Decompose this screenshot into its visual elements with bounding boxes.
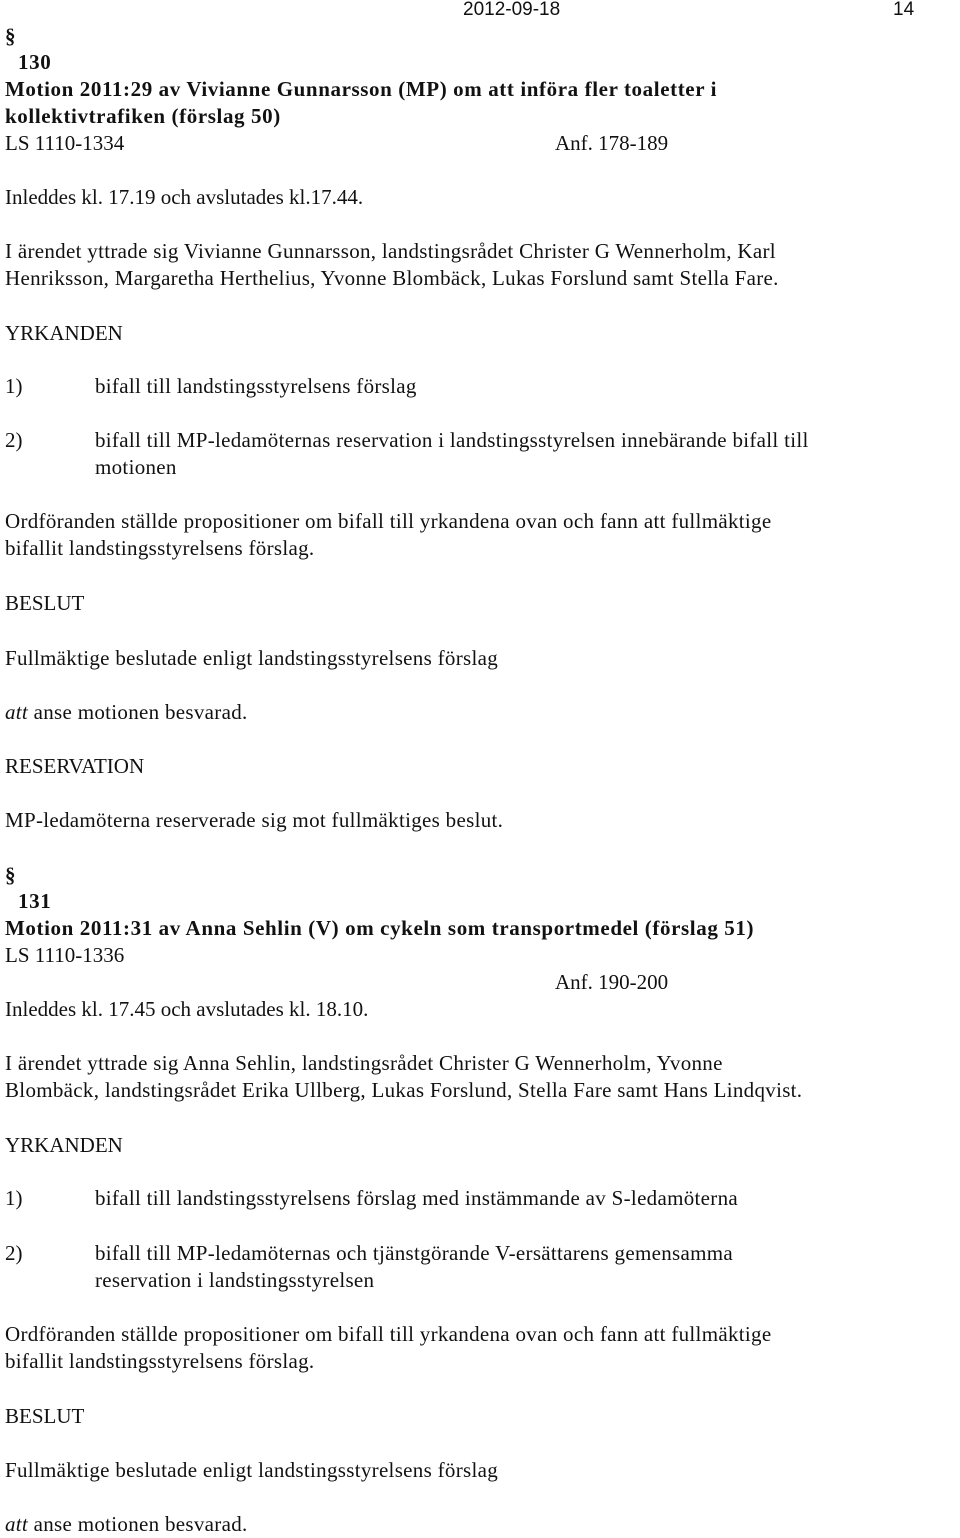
section-131-title-line1: Motion 2011:31 av Anna Sehlin (V) om cykeln som transportmedel (förslag 51) <box>5 916 755 940</box>
header-date: 2012-09-18 <box>463 0 561 20</box>
section-130-paragraph-mark: § <box>5 24 17 48</box>
section-131-proposition-line2: bifallit landstingsstyrelsens förslag. <box>5 1349 315 1373</box>
att-word: att <box>5 1512 29 1536</box>
section-131-yrkande2-line1: bifall till MP-ledamöternas och tjänstgörande V-ersättarens gemensamma <box>95 1241 733 1265</box>
att-text: anse motionen besvarad. <box>28 700 248 724</box>
section-131-beslut-text: Fullmäktige beslutade enligt landstingsstyrelsens förslag <box>5 1458 499 1482</box>
att-text: anse motionen besvarad. <box>28 1512 248 1536</box>
section-130-number: 130 <box>18 50 52 74</box>
section-130-time: Inleddes kl. 17.19 och avslutades kl.17.44. <box>5 185 364 209</box>
section-131-anf: Anf. 190-200 <box>555 970 669 994</box>
section-130-yrkande2-line2: motionen <box>95 455 177 479</box>
section-130-proposition-line2: bifallit landstingsstyrelsens förslag. <box>5 536 315 560</box>
section-130-att-clause <box>5 699 248 726</box>
header-page-number: 14 <box>893 0 915 20</box>
section-131-yrkande1-number: 1) <box>5 1186 23 1210</box>
section-130-yrkande1-number: 1) <box>5 374 23 398</box>
section-130-reservation-text: MP-ledamöterna reserverade sig mot fullmäktiges beslut. <box>5 808 504 832</box>
section-130-proposition-line1: Ordföranden ställde propositioner om bifall till yrkandena ovan och fann att fullmäktige <box>5 509 772 533</box>
section-131-time: Inleddes kl. 17.45 och avslutades kl. 18.10. <box>5 997 369 1021</box>
section-131-paragraph-mark: § <box>5 863 17 887</box>
section-131-yrkande2-number: 2) <box>5 1241 23 1265</box>
section-130-title-line2: kollektivtrafiken (förslag 50) <box>5 104 281 128</box>
section-130-yrkande2-line1: bifall till MP-ledamöternas reservation i landstingsstyrelsen innebärande bifall till <box>95 428 809 452</box>
section-131-yrkande1-text: bifall till landstingsstyrelsens förslag med instämmande av S-ledamöterna <box>95 1186 739 1210</box>
section-131-yrkande2-line2: reservation i landstingsstyrelsen <box>95 1268 375 1292</box>
section-130-beslut-heading: BESLUT <box>5 591 85 615</box>
section-130-ls-number: LS 1110-1334 <box>5 131 125 155</box>
section-130-yrkande1-text: bifall till landstingsstyrelsens förslag <box>95 374 417 398</box>
section-130-speakers-line1: I ärendet yttrade sig Vivianne Gunnarsson, landstingsrådet Christer G Wennerholm, Karl <box>5 239 776 263</box>
section-131-speakers-line2: Blombäck, landstingsrådet Erika Ullberg, Lukas Forslund, Stella Fare samt Hans Lindqvist. <box>5 1078 803 1102</box>
section-130-yrkande2-number: 2) <box>5 428 23 452</box>
section-130-anf: Anf. 178-189 <box>555 131 669 155</box>
section-131-proposition-line1: Ordföranden ställde propositioner om bifall till yrkandena ovan och fann att fullmäktige <box>5 1322 772 1346</box>
section-130-beslut-text: Fullmäktige beslutade enligt landstingsstyrelsens förslag <box>5 646 499 670</box>
section-130-reservation-heading: RESERVATION <box>5 754 145 778</box>
section-130-title-line1: Motion 2011:29 av Vivianne Gunnarsson (MP) om att införa fler toaletter i <box>5 77 718 101</box>
section-131-yrkanden-heading: YRKANDEN <box>5 1133 123 1157</box>
att-word: att <box>5 700 29 724</box>
section-130-yrkanden-heading: YRKANDEN <box>5 321 123 345</box>
section-131-ls-number: LS 1110-1336 <box>5 943 125 967</box>
section-131-speakers-line1: I ärendet yttrade sig Anna Sehlin, landstingsrådet Christer G Wennerholm, Yvonne <box>5 1051 723 1075</box>
section-130-speakers-line2: Henriksson, Margaretha Herthelius, Yvonne Blombäck, Lukas Forslund samt Stella Fare. <box>5 266 779 290</box>
section-131-number: 131 <box>18 889 52 913</box>
section-131-beslut-heading: BESLUT <box>5 1404 85 1428</box>
